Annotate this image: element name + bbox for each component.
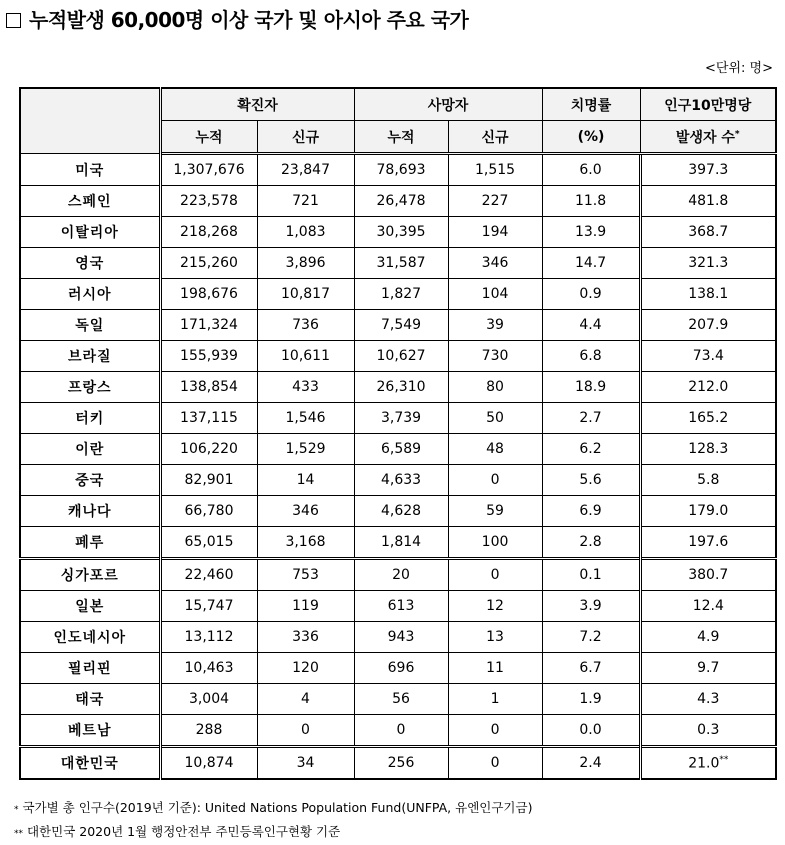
deaths-new-cell: 0 [448, 465, 542, 496]
table-row [20, 341, 776, 372]
deaths-new-cell: 0 [448, 715, 542, 747]
footnote-1-text: 국가별 총 인구수(2019년 기준): United Nations Population Fund(UNFPA, 유엔인구기금) [22, 800, 533, 815]
cfr-cell: 4.4 [542, 310, 640, 341]
deaths-cumulative-cell: 30,395 [354, 217, 448, 248]
country-cell: 스페인 [20, 186, 160, 217]
confirmed-cumulative-cell: 288 [160, 715, 257, 747]
country-cell: 일본 [20, 591, 160, 622]
confirmed-new-cell: 1,546 [257, 403, 354, 434]
table-row [20, 684, 776, 715]
deaths-new-cell: 48 [448, 434, 542, 465]
cfr-cell: 18.9 [542, 372, 640, 403]
deaths-new-cell: 12 [448, 591, 542, 622]
footnote-1-mark: * [14, 805, 19, 815]
confirmed-new-cell: 1,529 [257, 434, 354, 465]
deaths-cumulative-cell: 3,739 [354, 403, 448, 434]
confirmed-cumulative-cell: 66,780 [160, 496, 257, 527]
deaths-new-cell: 50 [448, 403, 542, 434]
confirmed-cumulative-cell: 10,463 [160, 653, 257, 684]
deaths-new-cell: 0 [448, 559, 542, 591]
cfr-cell: 3.9 [542, 591, 640, 622]
country-cell: 태국 [20, 684, 160, 715]
deaths-cumulative-cell: 613 [354, 591, 448, 622]
deaths-new-cell: 11 [448, 653, 542, 684]
confirmed-cumulative-cell: 155,939 [160, 341, 257, 372]
confirmed-new-cell: 721 [257, 186, 354, 217]
country-cell: 싱가포르 [20, 559, 160, 591]
footnote-2-text: 대한민국 2020년 1월 행정안전부 주민등록인구현황 기준 [26, 824, 341, 839]
table-row [20, 715, 776, 747]
per100k-cell: 165.2 [640, 403, 776, 434]
cfr-cell: 0.0 [542, 715, 640, 747]
deaths-new-cell: 0 [448, 747, 542, 780]
deaths-new-cell: 227 [448, 186, 542, 217]
country-cell: 캐나다 [20, 496, 160, 527]
cfr-cell: 1.9 [542, 684, 640, 715]
confirmed-cumulative-cell: 82,901 [160, 465, 257, 496]
deaths-new-cell: 346 [448, 248, 542, 279]
deaths-new-cell: 59 [448, 496, 542, 527]
confirmed-cumulative-cell: 13,112 [160, 622, 257, 653]
confirmed-header: 확진자 [160, 88, 354, 121]
table-row [20, 186, 776, 217]
deaths-new-cell: 194 [448, 217, 542, 248]
per100k-header-line2-text: 발생자 수 [675, 129, 735, 146]
per100k-cell: 12.4 [640, 591, 776, 622]
cfr-cell: 6.7 [542, 653, 640, 684]
cfr-cell: 0.1 [542, 559, 640, 591]
deaths-cumulative-cell: 10,627 [354, 341, 448, 372]
country-cell: 이탈리아 [20, 217, 160, 248]
table-row [20, 217, 776, 248]
country-cell: 영국 [20, 248, 160, 279]
confirmed-cumulative-cell: 3,004 [160, 684, 257, 715]
deaths-cumulative-cell: 7,549 [354, 310, 448, 341]
footnotes [14, 797, 532, 845]
deaths-cumulative-cell: 1,814 [354, 527, 448, 559]
confirmed-new-cell: 346 [257, 496, 354, 527]
per100k-value: 21.0 [688, 755, 720, 772]
confirmed-cumulative-cell: 218,268 [160, 217, 257, 248]
table-row [20, 496, 776, 527]
per100k-header-line1: 인구10만명당 [664, 97, 752, 114]
deaths-cumulative-cell: 1,827 [354, 279, 448, 310]
deaths-cumulative-cell: 4,633 [354, 465, 448, 496]
deaths-new-cell: 39 [448, 310, 542, 341]
confirmed-new-cell: 0 [257, 715, 354, 747]
confirmed-new-cell: 120 [257, 653, 354, 684]
cfr-cell: 2.4 [542, 747, 640, 780]
confirmed-new-cell: 4 [257, 684, 354, 715]
checkbox-square-icon [6, 13, 21, 28]
confirmed-new-cell: 1,083 [257, 217, 354, 248]
title-text: 누적발생 60,000명 이상 국가 및 아시아 주요 국가 [29, 8, 469, 32]
per100k-cell: 0.3 [640, 715, 776, 747]
deaths-cumulative-cell: 943 [354, 622, 448, 653]
per100k-cell: 128.3 [640, 434, 776, 465]
cfr-cell: 13.9 [542, 217, 640, 248]
table-row [20, 747, 776, 780]
deaths-cumulative-header: 누적 [354, 121, 448, 154]
table-row [20, 403, 776, 434]
deaths-cumulative-cell: 20 [354, 559, 448, 591]
cfr-cell: 6.2 [542, 434, 640, 465]
country-header [20, 88, 160, 154]
cfr-cell: 0.9 [542, 279, 640, 310]
confirmed-new-cell: 753 [257, 559, 354, 591]
per100k-footnote-mark: * [734, 128, 740, 139]
deaths-new-cell: 104 [448, 279, 542, 310]
cfr-cell: 6.8 [542, 341, 640, 372]
table-row [20, 154, 776, 186]
deaths-new-header: 신규 [448, 121, 542, 154]
country-cell: 베트남 [20, 715, 160, 747]
deaths-new-cell: 1,515 [448, 154, 542, 186]
per100k-cell: 9.7 [640, 653, 776, 684]
korea-footnote-mark: ** [719, 754, 729, 765]
cfr-cell: 11.8 [542, 186, 640, 217]
unit-label: <단위: 명> [705, 61, 773, 76]
per100k-cell: 368.7 [640, 217, 776, 248]
cfr-cell: 6.0 [542, 154, 640, 186]
deaths-cumulative-cell: 26,478 [354, 186, 448, 217]
deaths-cumulative-cell: 26,310 [354, 372, 448, 403]
table-row [20, 372, 776, 403]
deaths-new-cell: 13 [448, 622, 542, 653]
country-cell: 브라질 [20, 341, 160, 372]
confirmed-cumulative-cell: 137,115 [160, 403, 257, 434]
confirmed-new-cell: 119 [257, 591, 354, 622]
deaths-cumulative-cell: 0 [354, 715, 448, 747]
table-row [20, 248, 776, 279]
confirmed-cumulative-cell: 15,747 [160, 591, 257, 622]
cfr-cell: 14.7 [542, 248, 640, 279]
cfr-header-unit: (%) [542, 121, 640, 154]
per100k-cell: 397.3 [640, 154, 776, 186]
deaths-new-cell: 730 [448, 341, 542, 372]
per100k-header-line2 [640, 121, 776, 154]
per100k-cell: 380.7 [640, 559, 776, 591]
confirmed-cumulative-cell: 138,854 [160, 372, 257, 403]
country-cell: 페루 [20, 527, 160, 559]
table-row [20, 434, 776, 465]
per100k-cell: 4.3 [640, 684, 776, 715]
confirmed-new-header: 신규 [257, 121, 354, 154]
deaths-cumulative-cell: 31,587 [354, 248, 448, 279]
per100k-cell: 4.9 [640, 622, 776, 653]
confirmed-cumulative-cell: 198,676 [160, 279, 257, 310]
table-row [20, 653, 776, 684]
per100k-cell: 212.0 [640, 372, 776, 403]
deaths-cumulative-cell: 696 [354, 653, 448, 684]
country-cell: 인도네시아 [20, 622, 160, 653]
country-cell: 미국 [20, 154, 160, 186]
confirmed-new-cell: 23,847 [257, 154, 354, 186]
confirmed-cumulative-header: 누적 [160, 121, 257, 154]
per100k-cell: 138.1 [640, 279, 776, 310]
table-row [20, 465, 776, 496]
deaths-new-cell: 1 [448, 684, 542, 715]
footnote-2 [14, 821, 532, 845]
deaths-new-cell: 80 [448, 372, 542, 403]
cfr-header [542, 88, 640, 121]
footnote-2-mark: ** [14, 829, 23, 839]
per100k-cell: 321.3 [640, 248, 776, 279]
footnote-1 [14, 797, 532, 821]
cfr-cell: 6.9 [542, 496, 640, 527]
per100k-cell: 179.0 [640, 496, 776, 527]
confirmed-cumulative-cell: 215,260 [160, 248, 257, 279]
table-row [20, 279, 776, 310]
confirmed-new-cell: 736 [257, 310, 354, 341]
cfr-header-line1: 치명률 [570, 97, 612, 114]
confirmed-new-cell: 3,896 [257, 248, 354, 279]
confirmed-cumulative-cell: 223,578 [160, 186, 257, 217]
table-row [20, 310, 776, 341]
confirmed-new-cell: 336 [257, 622, 354, 653]
table-row [20, 527, 776, 559]
confirmed-cumulative-cell: 1,307,676 [160, 154, 257, 186]
per100k-cell: 197.6 [640, 527, 776, 559]
deaths-cumulative-cell: 56 [354, 684, 448, 715]
table-row [20, 559, 776, 591]
per100k-cell: 5.8 [640, 465, 776, 496]
confirmed-cumulative-cell: 171,324 [160, 310, 257, 341]
country-cell: 터키 [20, 403, 160, 434]
confirmed-new-cell: 34 [257, 747, 354, 780]
confirmed-cumulative-cell: 10,874 [160, 747, 257, 780]
confirmed-new-cell: 433 [257, 372, 354, 403]
per100k-header [640, 88, 776, 121]
confirmed-cumulative-cell: 22,460 [160, 559, 257, 591]
deaths-cumulative-cell: 4,628 [354, 496, 448, 527]
per100k-cell: 207.9 [640, 310, 776, 341]
covid-stats-table [19, 87, 777, 780]
confirmed-cumulative-cell: 106,220 [160, 434, 257, 465]
cfr-cell: 2.8 [542, 527, 640, 559]
country-cell: 대한민국 [20, 747, 160, 780]
page-title [6, 4, 468, 33]
country-cell: 필리핀 [20, 653, 160, 684]
confirmed-new-cell: 3,168 [257, 527, 354, 559]
deaths-header: 사망자 [354, 88, 542, 121]
per100k-cell: 481.8 [640, 186, 776, 217]
country-cell: 독일 [20, 310, 160, 341]
cfr-cell: 5.6 [542, 465, 640, 496]
confirmed-new-cell: 10,817 [257, 279, 354, 310]
confirmed-cumulative-cell: 65,015 [160, 527, 257, 559]
table-row [20, 622, 776, 653]
table-row [20, 591, 776, 622]
country-cell: 중국 [20, 465, 160, 496]
country-cell: 이란 [20, 434, 160, 465]
per100k-cell [640, 747, 776, 780]
cfr-cell: 2.7 [542, 403, 640, 434]
deaths-cumulative-cell: 256 [354, 747, 448, 780]
country-cell: 러시아 [20, 279, 160, 310]
confirmed-new-cell: 14 [257, 465, 354, 496]
cfr-cell: 7.2 [542, 622, 640, 653]
deaths-new-cell: 100 [448, 527, 542, 559]
deaths-cumulative-cell: 78,693 [354, 154, 448, 186]
confirmed-new-cell: 10,611 [257, 341, 354, 372]
country-cell: 프랑스 [20, 372, 160, 403]
deaths-cumulative-cell: 6,589 [354, 434, 448, 465]
per100k-cell: 73.4 [640, 341, 776, 372]
